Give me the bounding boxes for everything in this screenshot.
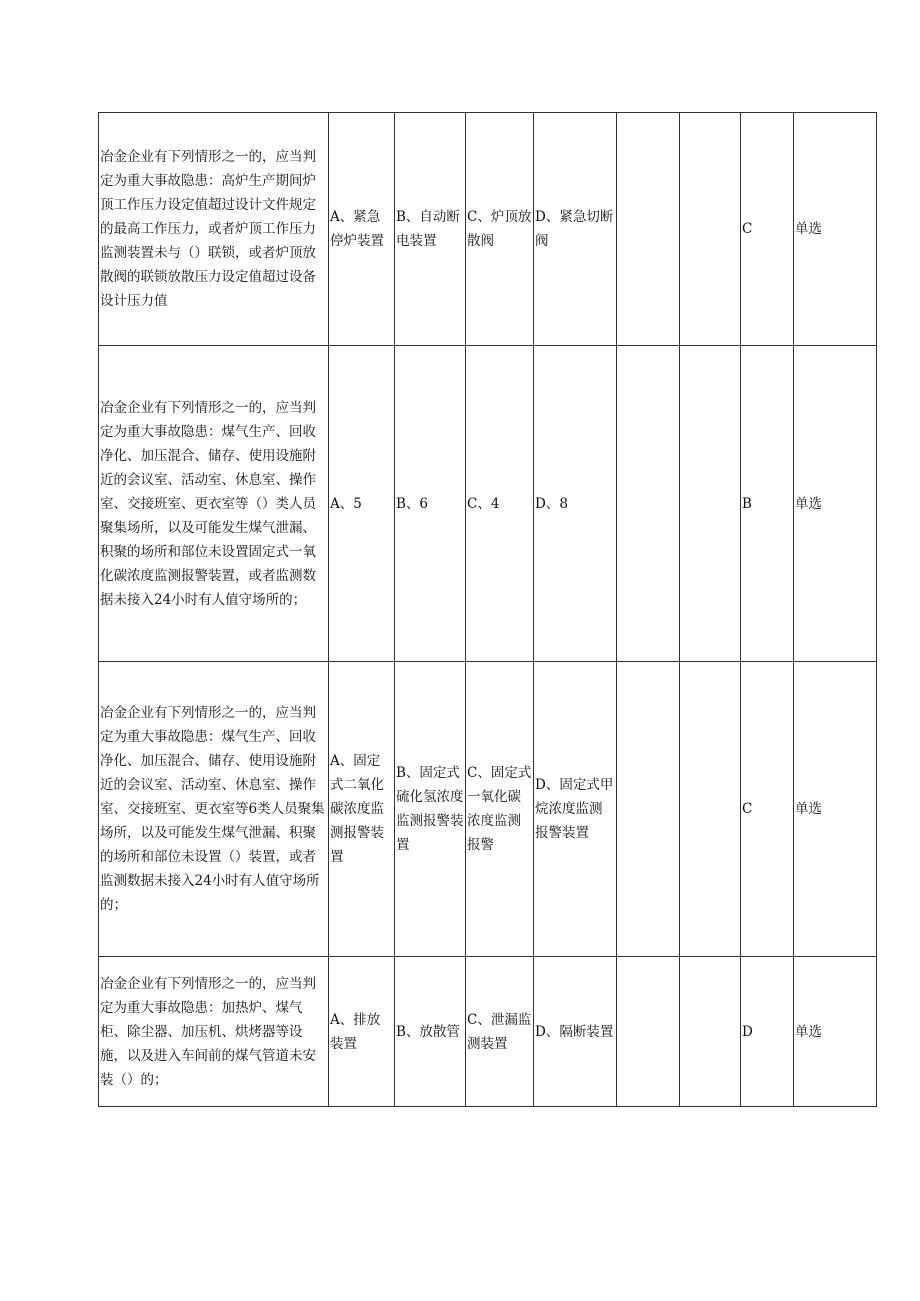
option-b: B、自动断电装置 (395, 113, 466, 346)
answer-cell: C (741, 113, 794, 346)
table-row (99, 113, 877, 346)
answer-cell: C (741, 662, 794, 957)
question-text: 冶金企业有下列情形之一的，应当判定为重大事故隐患：高炉生产期间炉顶工作压力设定值超过设计文件规定的最高工作压力，或者炉顶工作压力监测装置未与（）联锁，或者炉顶放散阀的联锁放散压力设定值超过设备设计压力值 (99, 113, 329, 346)
option-a: A、排放装置 (329, 957, 395, 1107)
option-b: B、放散管 (395, 957, 466, 1107)
option-d: D、紧急切断阀 (534, 113, 617, 346)
option-b: B、6 (395, 346, 466, 662)
empty-cell (617, 662, 680, 957)
question-type: 单选 (794, 662, 877, 957)
question-type: 单选 (794, 113, 877, 346)
answer-cell: B (741, 346, 794, 662)
answer-cell: D (741, 957, 794, 1107)
question-table (98, 112, 877, 1107)
table-row (99, 957, 877, 1107)
question-text: 冶金企业有下列情形之一的，应当判定为重大事故隐患：煤气生产、回收净化、加压混合、储存、使用设施附近的会议室、活动室、休息室、操作室、交接班室、更衣室等6类人员聚集场所，以及可能发生煤气泄漏、积聚的场所和部位未设置（）装置，或者监测数据未接入24小时有人值守场所的； (99, 662, 329, 957)
option-a: A、紧急停炉装置 (329, 113, 395, 346)
option-c: C、4 (466, 346, 534, 662)
option-d: D、8 (534, 346, 617, 662)
option-a: A、固定式二氧化碳浓度监测报警装置 (329, 662, 395, 957)
empty-cell (617, 957, 680, 1107)
option-c: C、固定式一氧化碳浓度监测报警 (466, 662, 534, 957)
table-row (99, 662, 877, 957)
empty-cell (617, 113, 680, 346)
empty-cell (680, 113, 741, 346)
question-text: 冶金企业有下列情形之一的，应当判定为重大事故隐患：加热炉、煤气柜、除尘器、加压机、烘烤器等设施，以及进入车间前的煤气管道未安装（）的； (99, 957, 329, 1107)
question-type: 单选 (794, 346, 877, 662)
empty-cell (680, 346, 741, 662)
question-type: 单选 (794, 957, 877, 1107)
table-row (99, 346, 877, 662)
empty-cell (680, 662, 741, 957)
option-a: A、5 (329, 346, 395, 662)
option-c: C、泄漏监测装置 (466, 957, 534, 1107)
option-c: C、炉顶放散阀 (466, 113, 534, 346)
empty-cell (680, 957, 741, 1107)
question-text: 冶金企业有下列情形之一的，应当判定为重大事故隐患：煤气生产、回收净化、加压混合、储存、使用设施附近的会议室、活动室、休息室、操作室、交接班室、更衣室等（）类人员聚集场所，以及可能发生煤气泄漏、积聚的场所和部位未设置固定式一氧化碳浓度监测报警装置，或者监测数据未接入24小时有人值守场所的； (99, 346, 329, 662)
empty-cell (617, 346, 680, 662)
option-d: D、隔断装置 (534, 957, 617, 1107)
option-b: B、固定式硫化氢浓度监测报警装置 (395, 662, 466, 957)
option-d: D、固定式甲烷浓度监测报警装置 (534, 662, 617, 957)
